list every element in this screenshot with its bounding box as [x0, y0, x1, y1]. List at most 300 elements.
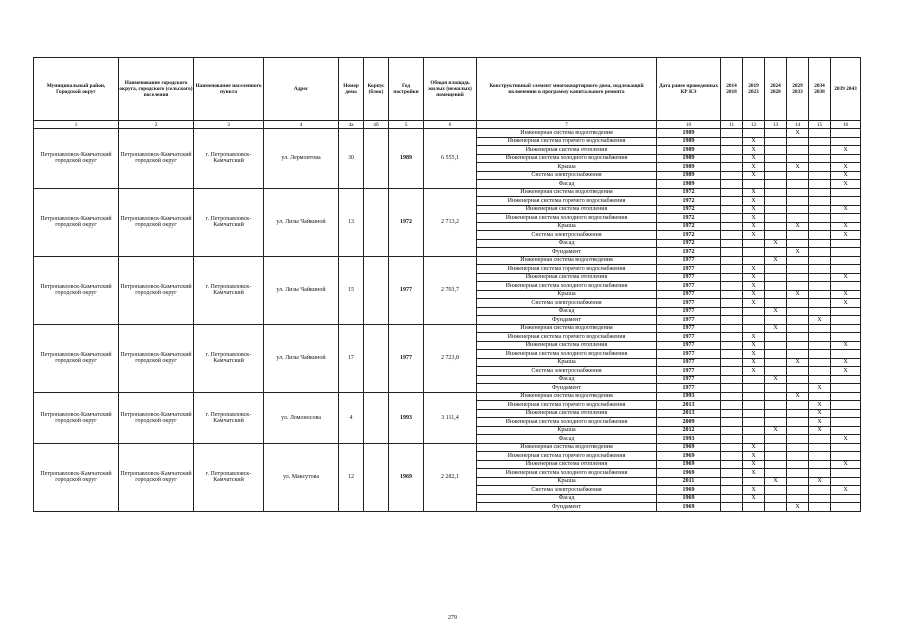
period-mark-cell — [765, 171, 787, 180]
header-row — [34, 58, 861, 121]
header-prev-repair-date: Дата ранее проведенных КР КЭ — [657, 58, 721, 121]
period-mark-cell: X — [809, 418, 831, 427]
period-mark-cell — [787, 154, 809, 163]
period-mark-cell — [721, 384, 743, 393]
period-mark-cell — [765, 290, 787, 299]
period-mark-cell — [809, 214, 831, 223]
period-mark-cell — [809, 469, 831, 478]
period-mark-cell — [809, 494, 831, 503]
period-mark-cell — [743, 248, 765, 257]
settlement-cell: Петропавловск-Камчатский городской округ — [119, 324, 194, 392]
period-mark-cell — [765, 282, 787, 291]
element-name-cell: Инженерная система водоотведения — [477, 392, 657, 401]
locality-cell: г. Петропавловск-Камчатский — [194, 129, 264, 189]
period-mark-cell: X — [743, 290, 765, 299]
district-cell: Петропавловск-Камчатский городской округ — [34, 324, 119, 392]
period-mark-cell: X — [743, 273, 765, 282]
column-number-row — [34, 121, 861, 129]
period-mark-cell — [787, 307, 809, 316]
period-mark-cell: X — [743, 214, 765, 223]
prev-repair-date-cell: 1993 — [657, 435, 721, 444]
prev-repair-date-cell: 1993 — [657, 392, 721, 401]
period-mark-cell — [765, 460, 787, 469]
period-mark-cell — [721, 273, 743, 282]
locality-cell: г. Петропавловск-Камчатский — [194, 392, 264, 443]
street-cell: ул. Ломоносова — [264, 392, 339, 443]
prev-repair-date-cell: 1989 — [657, 163, 721, 172]
period-mark-cell — [721, 316, 743, 325]
period-mark-cell: X — [743, 460, 765, 469]
period-mark-cell — [831, 375, 861, 384]
period-mark-cell — [809, 392, 831, 401]
period-mark-cell — [721, 222, 743, 231]
prev-repair-date-cell: 1989 — [657, 129, 721, 138]
period-mark-cell — [721, 265, 743, 274]
period-mark-cell: X — [743, 205, 765, 214]
element-name-cell: Крыша — [477, 222, 657, 231]
period-mark-cell — [765, 273, 787, 282]
period-mark-cell: X — [765, 307, 787, 316]
period-mark-cell — [809, 358, 831, 367]
prev-repair-date-cell: 1972 — [657, 188, 721, 197]
col-num: 6 — [424, 121, 477, 129]
period-mark-cell — [831, 265, 861, 274]
period-mark-cell — [721, 239, 743, 248]
period-mark-cell — [787, 341, 809, 350]
prev-repair-date-cell: 1972 — [657, 248, 721, 257]
element-name-cell: Фасад — [477, 180, 657, 189]
period-mark-cell — [743, 375, 765, 384]
period-mark-cell: X — [831, 222, 861, 231]
period-mark-cell — [721, 486, 743, 495]
period-mark-cell — [809, 231, 831, 240]
period-mark-cell — [809, 350, 831, 359]
period-mark-cell: X — [765, 426, 787, 435]
col-num: 10 — [657, 121, 721, 129]
period-mark-cell: X — [831, 290, 861, 299]
period-mark-cell — [721, 214, 743, 223]
period-mark-cell — [721, 333, 743, 342]
period-mark-cell — [787, 486, 809, 495]
area-cell: 3 111,4 — [424, 392, 477, 443]
house-number-cell: 4 — [339, 392, 364, 443]
block-cell — [364, 324, 389, 392]
period-mark-cell — [809, 154, 831, 163]
period-mark-cell — [743, 256, 765, 265]
period-mark-cell — [787, 256, 809, 265]
period-mark-cell — [787, 273, 809, 282]
prev-repair-date-cell: 1972 — [657, 197, 721, 206]
period-mark-cell — [787, 367, 809, 376]
prev-repair-date-cell: 1969 — [657, 443, 721, 452]
period-mark-cell — [721, 452, 743, 461]
year-cell: 1977 — [389, 256, 424, 324]
period-mark-cell — [831, 452, 861, 461]
period-mark-cell: X — [743, 367, 765, 376]
period-mark-cell — [743, 316, 765, 325]
prev-repair-date-cell: 1977 — [657, 316, 721, 325]
period-mark-cell: X — [743, 154, 765, 163]
period-mark-cell — [809, 180, 831, 189]
period-mark-cell — [765, 392, 787, 401]
period-mark-cell — [765, 248, 787, 257]
period-mark-cell — [787, 282, 809, 291]
period-mark-cell — [787, 146, 809, 155]
prev-repair-date-cell: 1969 — [657, 460, 721, 469]
period-mark-cell — [809, 299, 831, 308]
period-mark-cell: X — [809, 401, 831, 410]
element-name-cell: Инженерная система отопления — [477, 146, 657, 155]
period-mark-cell: X — [831, 367, 861, 376]
prev-repair-date-cell: 2009 — [657, 418, 721, 427]
header-period-2: 2019 2023 — [743, 58, 765, 121]
period-mark-cell — [721, 443, 743, 452]
period-mark-cell — [765, 384, 787, 393]
period-mark-cell — [743, 384, 765, 393]
period-mark-cell — [809, 282, 831, 291]
period-mark-cell — [765, 452, 787, 461]
element-name-cell: Фасад — [477, 375, 657, 384]
period-mark-cell — [721, 418, 743, 427]
period-mark-cell — [743, 239, 765, 248]
col-num: 4б — [364, 121, 389, 129]
period-mark-cell — [831, 443, 861, 452]
period-mark-cell — [765, 333, 787, 342]
element-name-cell: Система электроснабжения — [477, 367, 657, 376]
period-mark-cell — [765, 494, 787, 503]
period-mark-cell — [809, 375, 831, 384]
period-mark-cell — [809, 367, 831, 376]
period-mark-cell — [809, 256, 831, 265]
period-mark-cell — [831, 333, 861, 342]
house-number-cell: 12 — [339, 443, 364, 511]
period-mark-cell: X — [765, 239, 787, 248]
element-name-cell: Фундамент — [477, 503, 657, 512]
element-name-cell: Фундамент — [477, 316, 657, 325]
period-mark-cell — [721, 171, 743, 180]
block-cell — [364, 256, 389, 324]
table-header — [34, 58, 861, 121]
period-mark-cell — [787, 384, 809, 393]
element-name-cell: Инженерная система водоотведения — [477, 324, 657, 333]
header-house-number: Номер дома — [339, 58, 364, 121]
period-mark-cell — [809, 290, 831, 299]
col-num: 2 — [119, 121, 194, 129]
period-mark-cell: X — [743, 486, 765, 495]
period-mark-cell — [721, 341, 743, 350]
repair-program-table — [33, 57, 861, 512]
period-mark-cell: X — [743, 163, 765, 172]
period-mark-cell — [809, 205, 831, 214]
period-mark-cell — [831, 324, 861, 333]
header-settlement: Наименование городского округа, городского (сельского) поселения — [119, 58, 194, 121]
header-element: Конструктивный элемент многоквартирного дома, подлежащий включению в программу капитального ремонта — [477, 58, 657, 121]
period-mark-cell — [721, 494, 743, 503]
period-mark-cell — [809, 265, 831, 274]
year-cell: 1972 — [389, 188, 424, 256]
header-period-4: 2029 2033 — [787, 58, 809, 121]
period-mark-cell — [721, 435, 743, 444]
element-name-cell: Инженерная система водоотведения — [477, 443, 657, 452]
period-mark-cell — [831, 197, 861, 206]
period-mark-cell — [831, 392, 861, 401]
period-mark-cell: X — [743, 452, 765, 461]
district-cell: Петропавловск-Камчатский городской округ — [34, 188, 119, 256]
period-mark-cell: X — [831, 171, 861, 180]
area-cell: 2 723,8 — [424, 324, 477, 392]
period-mark-cell: X — [831, 146, 861, 155]
table-body — [34, 129, 861, 512]
period-mark-cell — [831, 401, 861, 410]
period-mark-cell — [787, 324, 809, 333]
period-mark-cell — [721, 460, 743, 469]
table-row — [34, 129, 861, 138]
col-num: 13 — [765, 121, 787, 129]
period-mark-cell — [721, 350, 743, 359]
period-mark-cell — [765, 358, 787, 367]
period-mark-cell — [721, 426, 743, 435]
element-name-cell: Инженерная система водоотведения — [477, 129, 657, 138]
locality-cell: г. Петропавловск-Камчатский — [194, 188, 264, 256]
period-mark-cell: X — [831, 205, 861, 214]
period-mark-cell — [721, 358, 743, 367]
element-name-cell: Инженерная система холодного водоснабжения — [477, 469, 657, 478]
period-mark-cell — [765, 316, 787, 325]
prev-repair-date-cell: 1989 — [657, 146, 721, 155]
year-cell: 1989 — [389, 129, 424, 189]
prev-repair-date-cell: 1972 — [657, 214, 721, 223]
period-mark-cell — [765, 443, 787, 452]
period-mark-cell — [721, 146, 743, 155]
table-row — [34, 188, 861, 197]
col-num: 12 — [743, 121, 765, 129]
period-mark-cell: X — [831, 231, 861, 240]
period-mark-cell — [787, 188, 809, 197]
period-mark-cell — [809, 503, 831, 512]
period-mark-cell — [809, 452, 831, 461]
col-num: 5 — [389, 121, 424, 129]
element-name-cell: Система электроснабжения — [477, 231, 657, 240]
element-name-cell: Инженерная система холодного водоснабжения — [477, 154, 657, 163]
prev-repair-date-cell: 1977 — [657, 367, 721, 376]
element-name-cell: Инженерная система горячего водоснабжения — [477, 197, 657, 206]
header-area: Общая площадь жилых (нежилых) помещений — [424, 58, 477, 121]
period-mark-cell — [765, 146, 787, 155]
element-name-cell: Фасад — [477, 494, 657, 503]
period-mark-cell: X — [787, 248, 809, 257]
period-mark-cell: X — [743, 265, 765, 274]
period-mark-cell: X — [787, 222, 809, 231]
street-cell: ул. Лизы Чайкиной — [264, 324, 339, 392]
period-mark-cell: X — [743, 222, 765, 231]
period-mark-cell — [831, 307, 861, 316]
period-mark-cell — [743, 409, 765, 418]
element-name-cell: Система электроснабжения — [477, 171, 657, 180]
period-mark-cell — [721, 392, 743, 401]
house-number-cell: 13 — [339, 188, 364, 256]
element-name-cell: Инженерная система водоотведения — [477, 256, 657, 265]
period-mark-cell — [787, 494, 809, 503]
period-mark-cell — [787, 231, 809, 240]
header-period-1: 2014 2018 — [721, 58, 743, 121]
period-mark-cell — [787, 469, 809, 478]
period-mark-cell — [809, 460, 831, 469]
element-name-cell: Фасад — [477, 435, 657, 444]
period-mark-cell: X — [809, 426, 831, 435]
settlement-cell: Петропавловск-Камчатский городской округ — [119, 443, 194, 511]
period-mark-cell — [787, 452, 809, 461]
period-mark-cell — [721, 324, 743, 333]
period-mark-cell — [809, 137, 831, 146]
period-mark-cell: X — [743, 358, 765, 367]
period-mark-cell — [721, 180, 743, 189]
element-name-cell: Инженерная система отопления — [477, 273, 657, 282]
period-mark-cell — [743, 324, 765, 333]
period-mark-cell — [765, 188, 787, 197]
period-mark-cell — [721, 477, 743, 486]
period-mark-cell — [831, 239, 861, 248]
period-mark-cell — [809, 435, 831, 444]
col-num: 14 — [787, 121, 809, 129]
element-name-cell: Фасад — [477, 239, 657, 248]
element-name-cell: Инженерная система горячего водоснабжения — [477, 265, 657, 274]
period-mark-cell — [831, 129, 861, 138]
period-mark-cell — [787, 409, 809, 418]
period-mark-cell — [831, 426, 861, 435]
period-mark-cell — [831, 350, 861, 359]
element-name-cell: Инженерная система холодного водоснабжения — [477, 214, 657, 223]
element-name-cell: Инженерная система отопления — [477, 341, 657, 350]
street-cell: ул. Лизы Чайкиной — [264, 256, 339, 324]
col-num: 4а — [339, 121, 364, 129]
element-name-cell: Фундамент — [477, 384, 657, 393]
prev-repair-date-cell: 1977 — [657, 265, 721, 274]
col-num: 16 — [831, 121, 861, 129]
col-num: 7 — [477, 121, 657, 129]
period-mark-cell — [809, 443, 831, 452]
period-mark-cell: X — [743, 282, 765, 291]
header-district: Муниципальный район, Городской округ — [34, 58, 119, 121]
prev-repair-date-cell: 1977 — [657, 358, 721, 367]
table-row — [34, 443, 861, 452]
settlement-cell: Петропавловск-Камчатский городской округ — [119, 392, 194, 443]
period-mark-cell — [809, 188, 831, 197]
period-mark-cell — [721, 188, 743, 197]
period-mark-cell — [743, 307, 765, 316]
period-mark-cell — [787, 375, 809, 384]
col-num: 4 — [264, 121, 339, 129]
period-mark-cell — [743, 180, 765, 189]
area-cell: 6 555,1 — [424, 129, 477, 189]
element-name-cell: Фасад — [477, 307, 657, 316]
prev-repair-date-cell: 1972 — [657, 205, 721, 214]
period-mark-cell — [831, 469, 861, 478]
period-mark-cell — [831, 418, 861, 427]
period-mark-cell — [721, 401, 743, 410]
period-mark-cell — [831, 316, 861, 325]
period-mark-cell — [765, 418, 787, 427]
element-name-cell: Инженерная система горячего водоснабжения — [477, 401, 657, 410]
period-mark-cell: X — [787, 290, 809, 299]
prev-repair-date-cell: 1969 — [657, 503, 721, 512]
district-cell: Петропавловск-Камчатский городской округ — [34, 256, 119, 324]
prev-repair-date-cell: 1989 — [657, 171, 721, 180]
period-mark-cell — [765, 503, 787, 512]
header-block: Корпус (блок) — [364, 58, 389, 121]
element-name-cell: Крыша — [477, 426, 657, 435]
period-mark-cell — [809, 486, 831, 495]
period-mark-cell: X — [831, 273, 861, 282]
district-cell: Петропавловск-Камчатский городской округ — [34, 129, 119, 189]
period-mark-cell — [831, 494, 861, 503]
house-number-cell: 17 — [339, 324, 364, 392]
period-mark-cell — [831, 188, 861, 197]
prev-repair-date-cell: 1972 — [657, 239, 721, 248]
locality-cell: г. Петропавловск-Камчатский — [194, 324, 264, 392]
area-cell: 2 713,2 — [424, 188, 477, 256]
period-mark-cell — [721, 290, 743, 299]
period-mark-cell — [787, 316, 809, 325]
element-name-cell: Система электроснабжения — [477, 299, 657, 308]
period-mark-cell — [787, 299, 809, 308]
period-mark-cell — [721, 503, 743, 512]
year-cell: 1969 — [389, 443, 424, 511]
prev-repair-date-cell: 1969 — [657, 494, 721, 503]
block-cell — [364, 129, 389, 189]
col-num: 1 — [34, 121, 119, 129]
period-mark-cell — [743, 392, 765, 401]
period-mark-cell — [809, 222, 831, 231]
period-mark-cell: X — [809, 316, 831, 325]
period-mark-cell — [721, 307, 743, 316]
period-mark-cell — [765, 401, 787, 410]
page-number: 279 — [448, 615, 457, 621]
period-mark-cell — [787, 205, 809, 214]
period-mark-cell — [831, 503, 861, 512]
period-mark-cell — [743, 129, 765, 138]
element-name-cell: Крыша — [477, 358, 657, 367]
element-name-cell: Инженерная система отопления — [477, 205, 657, 214]
period-mark-cell: X — [787, 392, 809, 401]
table-row — [34, 256, 861, 265]
period-mark-cell — [831, 137, 861, 146]
period-mark-cell: X — [765, 256, 787, 265]
district-cell: Петропавловск-Камчатский городской округ — [34, 392, 119, 443]
prev-repair-date-cell: 1977 — [657, 333, 721, 342]
prev-repair-date-cell: 2012 — [657, 426, 721, 435]
period-mark-cell — [809, 163, 831, 172]
period-mark-cell — [809, 307, 831, 316]
period-mark-cell — [765, 129, 787, 138]
period-mark-cell — [721, 299, 743, 308]
period-mark-cell — [721, 409, 743, 418]
period-mark-cell: X — [743, 188, 765, 197]
area-cell: 2 282,1 — [424, 443, 477, 511]
period-mark-cell — [765, 350, 787, 359]
period-mark-cell: X — [787, 358, 809, 367]
period-mark-cell — [765, 486, 787, 495]
prev-repair-date-cell: 1989 — [657, 180, 721, 189]
period-mark-cell — [721, 197, 743, 206]
col-num: 3 — [194, 121, 264, 129]
prev-repair-date-cell: 1977 — [657, 256, 721, 265]
period-mark-cell — [787, 426, 809, 435]
period-mark-cell: X — [809, 409, 831, 418]
period-mark-cell — [721, 231, 743, 240]
period-mark-cell — [809, 239, 831, 248]
block-cell — [364, 443, 389, 511]
prev-repair-date-cell: 1969 — [657, 486, 721, 495]
